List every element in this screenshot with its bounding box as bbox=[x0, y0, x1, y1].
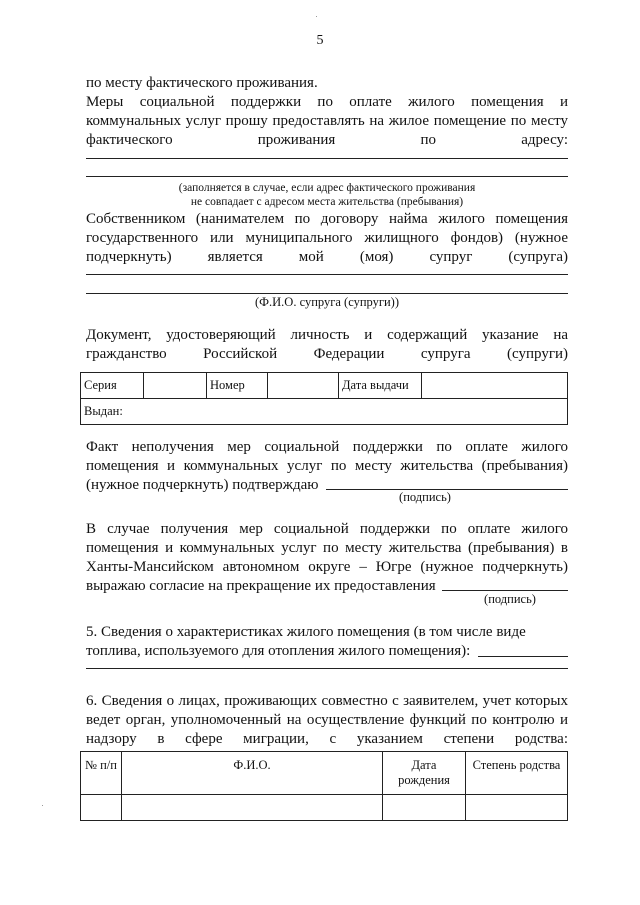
spouse-line-2[interactable] bbox=[86, 293, 568, 294]
series-label: Серия bbox=[81, 373, 144, 399]
address-note-2: не совпадает с адресом места жительства (пребывания) bbox=[190, 196, 464, 208]
row-relation-cell[interactable] bbox=[466, 795, 568, 821]
signature-caption-1: (подпись) bbox=[399, 490, 451, 504]
col-relation-header: Степень родства bbox=[466, 752, 568, 795]
table-row bbox=[81, 795, 568, 821]
signature-caption-2: (подпись) bbox=[484, 592, 536, 606]
row-name-cell[interactable] bbox=[122, 795, 383, 821]
scan-speck bbox=[42, 805, 43, 806]
series-value[interactable] bbox=[144, 373, 207, 399]
spouse-caption: (Ф.И.О. супруга (супруги)) bbox=[254, 295, 399, 309]
section-5-line-inline[interactable] bbox=[478, 656, 568, 657]
issued-by-label: Выдан: bbox=[84, 404, 123, 418]
row-birth-cell[interactable] bbox=[383, 795, 466, 821]
section-6-text: 6. Сведения о лицах, проживающих совместно с заявителем, учет которых ведет орган, уполномоченный на осуществление функций по контролю и надзору в сфере миграции, с указанием степени родства: bbox=[86, 693, 568, 747]
nonreceipt-paragraph: Факт неполучения мер социальной поддержки по оплате жилого помещения и коммунальных услуг по месту жительства (пребывания) (нужное подчеркнуть) подтверждаю bbox=[86, 439, 568, 493]
address-line-1[interactable] bbox=[86, 158, 568, 159]
measures-paragraph: Меры социальной поддержки по оплате жилого помещения и коммунальных услуг прошу предоставлять на жилое помещение по месту фактического проживания по адресу: bbox=[86, 94, 568, 148]
col-name-header: Ф.И.О. bbox=[122, 752, 383, 795]
col-birth-header: Дата рождения bbox=[383, 752, 466, 795]
owner-paragraph: Собственником (нанимателем по договору найма жилого помещения государственного или муниципального жилищного фондов) (нужное подчеркнуть) является мой (моя) супруг (супруга) bbox=[86, 211, 568, 265]
intro-line: по месту фактического проживания. bbox=[86, 75, 318, 91]
row-no-cell[interactable] bbox=[81, 795, 122, 821]
col-no-header: № п/п bbox=[81, 752, 122, 795]
number-label: Номер bbox=[207, 373, 268, 399]
scan-speck bbox=[316, 16, 317, 17]
issue-date-value[interactable] bbox=[422, 373, 568, 399]
spouse-line-1[interactable] bbox=[86, 274, 568, 275]
number-value[interactable] bbox=[268, 373, 339, 399]
consent-paragraph: В случае получения мер социальной поддержки по оплате жилого помещения и коммунальных услуг по месту жительства (пребывания) в Ханты-Мансийском автономном округе – Югре (нужное подчеркнуть) выражаю согласие на прекращение их предоставления bbox=[86, 521, 568, 594]
signature-line-2[interactable] bbox=[442, 590, 568, 591]
issue-date-label: Дата выдачи bbox=[339, 373, 422, 399]
address-line-2[interactable] bbox=[86, 176, 568, 177]
section-5-text: 5. Сведения о характеристиках жилого помещения (в том числе виде топлива, используемого для отопления жилого помещения): bbox=[86, 624, 526, 659]
address-note-1: (заполняется в случае, если адрес фактического проживания bbox=[178, 182, 476, 194]
persons-table bbox=[80, 751, 568, 821]
issued-by-cell[interactable] bbox=[81, 399, 568, 425]
page-number: 5 bbox=[316, 33, 324, 48]
section-5-line[interactable] bbox=[86, 668, 568, 669]
document-table bbox=[80, 372, 568, 425]
document-paragraph: Документ, удостоверяющий личность и содержащий указание на гражданство Российской Федерации супруга (супруги) bbox=[86, 327, 568, 362]
